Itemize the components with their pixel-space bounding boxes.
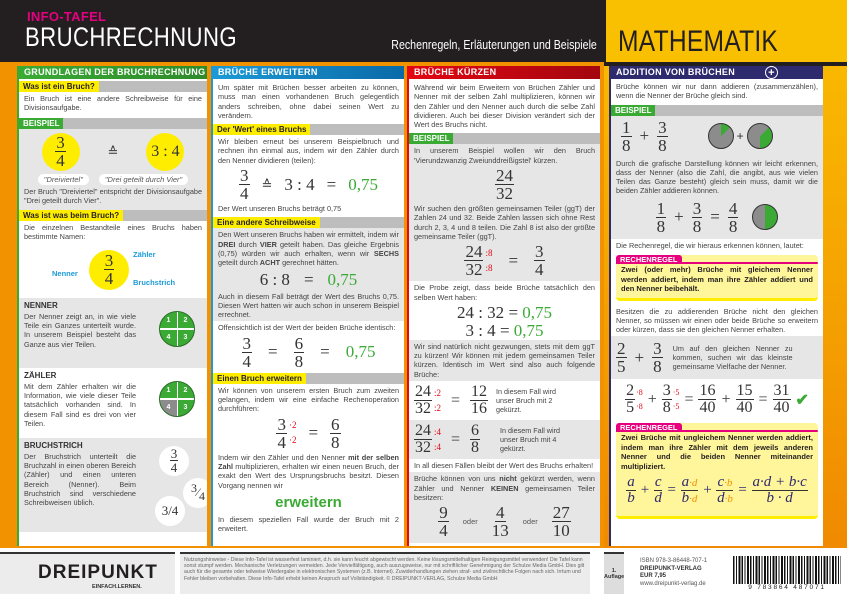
section-header: Was ist was beim Bruch? bbox=[19, 210, 207, 221]
rule-box-same-denominator: RECHENREGEL Zwei (oder mehr) Brüche mit gleichem Nenner werden addiert, indem man ihre Zähler addiert und den Nenner beibehält. bbox=[616, 255, 818, 301]
fraction-disc: $\frac{3}{4}$ bbox=[42, 133, 80, 171]
equation: $\frac{2}{5}$ ·8 ·8 + $\frac{3}{8}$ ·5 ·5 = $\frac{16}{40}$ + $\frac{15}{40}$ = $\frac{31}{40}$ ✔ bbox=[626, 382, 809, 417]
equation: $\frac{24}{32}$ :8 :8 = $\frac{3}{4}$ bbox=[465, 242, 544, 280]
paragraph: Die Rechenregel, die wir hieraus erkennen können, lautet: bbox=[616, 240, 804, 250]
equation: $\frac{3}{4}$ ≙ 3 : 4 = 0,75 bbox=[240, 166, 378, 204]
keyword-erweitern: erweitern bbox=[275, 493, 342, 511]
column-expanding bbox=[211, 66, 404, 546]
pie-quarters-icon: 1 2 4 3 bbox=[159, 311, 195, 347]
footer bbox=[0, 548, 847, 599]
paragraph: In all diesen Fällen bleibt der Wert des Bruchs erhalten! bbox=[414, 461, 594, 471]
pie-three-quarters-icon: 1 2 4 3 bbox=[159, 381, 195, 417]
bruchstrich-title: BRUCHSTRICH bbox=[24, 440, 83, 450]
paragraph: Besitzen die zu addierenden Brüche nicht den gleichen Nenner, so müssen wir einen oder beide Brüche so erweitern oder kürzen, dass sie den gleichen Nenner erhalten. bbox=[616, 306, 818, 335]
section-header: BEISPIEL bbox=[409, 133, 600, 144]
column-title: ADDITION VON BRÜCHEN + bbox=[611, 66, 823, 79]
notation-slash: 3/4 bbox=[155, 496, 185, 526]
anatomy-diagram: $\frac{3}{4}$ Zähler Nenner Bruchstrich bbox=[52, 249, 176, 289]
paragraph: Während wir beim Erweitern von Brüchen Zähler und Nenner mit der selben Zahl multiplizieren, können wir den Zähler und den Nenner auch durch die selbe Zahl dividieren. Auch bei dieser Division verändert sich der Wert des Bruchs nicht. bbox=[414, 83, 595, 130]
label-zaehler: Zähler bbox=[133, 249, 156, 259]
paragraph: Der Bruch "Dreiviertel" entspricht der Divisionsaufgabe "Drei geteilt durch Vier". bbox=[24, 186, 202, 205]
notation-horizontal: $\frac{3}{4}$ bbox=[159, 446, 189, 476]
section-header: BEISPIEL bbox=[611, 105, 823, 116]
bruchstrich-panel bbox=[19, 438, 207, 532]
reduce-by-4: $\frac{24}{32}$ :4 :4 = $\frac{6}{8}$ In diesem Fall wird unser Bruch mit 4 gekürzt. bbox=[409, 420, 600, 459]
column-title: BRÜCHE KÜRZEN bbox=[409, 66, 600, 79]
section-header: BEISPIEL bbox=[19, 118, 207, 129]
tagline: EINFACH.LERNEN. bbox=[92, 584, 142, 590]
pie-four-eighths-icon bbox=[752, 204, 778, 230]
nenner-title: NENNER bbox=[24, 300, 58, 310]
equation: 6 : 8 = 0,75 bbox=[259, 269, 358, 289]
paragraph: Der Nenner zeigt an, in wie viele Teile ein Ganzes unterteilt wurde. In unserem Beispiel besteht das Ganze aus vier Teilen. bbox=[24, 311, 136, 349]
logo-text: DREIPUNKT bbox=[38, 562, 158, 583]
column-addition bbox=[609, 66, 823, 546]
equation: $\frac{3}{4}$ = $\frac{6}{8}$ = 0,75 bbox=[242, 333, 376, 371]
notation-diagonal: 3 ⁄ 4 bbox=[183, 478, 207, 508]
column-basics bbox=[17, 66, 207, 546]
paragraph: Ein Bruch ist eine andere Schreibweise für eine Divisionsaufgabe. bbox=[24, 94, 202, 113]
header-bar bbox=[0, 0, 605, 62]
page-title: BRUCHRECHNUNG bbox=[25, 22, 237, 52]
equation: $\frac{3}{4}$ ·2 ·2 = $\frac{6}{8}$ bbox=[277, 414, 340, 452]
paragraph: Wir können von unserem ersten Bruch zum zweiten gelangen, indem wir eine einfache Rechenoperation durchführen: bbox=[218, 385, 399, 414]
section-header: Eine andere Schreibweise bbox=[213, 217, 404, 228]
paragraph: Die Probe zeigt, dass beide Brüche tatsächlich den selben Wert haben: bbox=[414, 283, 595, 302]
paragraph: In unserem Beispiel wollen wir den Bruch 'Vierundzwanzig Zweiunddreißigstel' kürzen. bbox=[414, 146, 595, 165]
paragraph: Durch die grafische Darstellung können wir leicht erkennen, dass der Nenner (also die Zahl, die angibt, aus wie vielen Teilen das Ganze besteht) gleich sein muss, damit wir die beiden Zähler addieren können. bbox=[616, 158, 818, 196]
quote-label: "Dreiviertel" bbox=[38, 174, 89, 185]
section-header: Einen Bruch erweitern bbox=[213, 373, 404, 384]
paragraph: Brüche können wir nur dann addieren (zusammenzählen), wenn die Nenner der Brüche gleich sind. bbox=[616, 82, 818, 101]
paragraph: Brüche können von uns nicht gekürzt werden, wenn Zähler und Nenner KEINEN gemeinsamen Teiler besitzen: bbox=[414, 474, 595, 502]
corresponds-symbol: ≙ bbox=[107, 143, 119, 159]
zaehler-panel bbox=[19, 368, 207, 438]
section-header: Was ist ein Bruch? bbox=[19, 81, 207, 92]
example-panel: $\frac{2}{5}$ + $\frac{3}{8}$ Um auf den gleichen Nenner zu kommen, suchen wir das kleinste gemeinsame Vielfache der Nenner. bbox=[611, 336, 823, 379]
plus-icon: + bbox=[765, 66, 778, 79]
paragraph: Der Wert unseren Bruchs beträgt 0,75 bbox=[218, 204, 342, 214]
quote-label: "Drei geteilt durch Vier" bbox=[99, 174, 188, 185]
irreducible-panel: Brüche können von uns nicht gekürzt werden, wenn Zähler und Nenner KEINEN gemeinsamen Teiler besitzen: $\frac{9}{4}$ oder $\frac{4}{13}$ oder $\frac{27}{10}$ bbox=[409, 472, 600, 543]
subject-banner bbox=[604, 0, 847, 62]
nenner-panel bbox=[19, 298, 207, 368]
paragraph: Indem wir den Zähler und den Nenner mit der selben Zahl multiplizieren, erhalten wir einen neuen Bruch, der exakt den Wert des Ursprungsbruchs besitzt. Diesen Vorgang nennen wir bbox=[218, 452, 399, 490]
panel bbox=[213, 228, 404, 321]
example-panel bbox=[19, 129, 207, 211]
rule-box-different-denominator: RECHENREGEL Zwei Brüche mit ungleichem Nenner werden addiert, indem man ihre Zähler mit dem jeweils anderen Nenner und die beiden Nenner miteinander multipliziert. $\frac{a}{b}$ + $\frac{c}{d}$ = $\frac{a\cdot d}{b\cdot d}$ + $\frac{c\cdot b}{d\cdot b}$ = $\frac{a\cdot d + b\cdot c}{b \cdot d}$ bbox=[616, 423, 818, 519]
division-disc: 3 : 4 bbox=[146, 133, 184, 171]
zaehler-title: ZÄHLER bbox=[24, 370, 57, 380]
section-header: Der 'Wert' eines Bruchs bbox=[213, 124, 404, 135]
column-title: BRÜCHE ERWEITERN bbox=[213, 66, 404, 79]
barcode-number: 9 783864 487071 bbox=[733, 584, 841, 591]
probe-equations: 24 : 32 = 0,75 3 : 4 = 0,75 bbox=[456, 302, 553, 340]
paragraph: In diesem speziellen Fall wurde der Bruch mit 2 erweitert. bbox=[218, 514, 399, 534]
example-panel: $\frac{1}{8}$ + $\frac{3}{8}$ + Durch die grafische Darstellung können wir leicht erkennen, dass der Nenner (also die Zahl, die angibt, aus wie vielen Teilen das Ganze besteht) gleich sein muss, damit wir die beiden Zähler addieren können. $\frac{1}{8}$ + $\frac{3}{8}$ = $\frac{4}{8}$ bbox=[611, 116, 823, 239]
barcode bbox=[733, 556, 841, 584]
paragraph: Wir suchen den größten gemeinsamen Teiler (ggT) der Zahlen 24 und 32. Beide Zahlen lassen sich ohne Rest durch 2, 3, 4 und 8 teilen. Die Zahl 8 ist also der größte gemeinsame Teiler (ggT). bbox=[414, 204, 595, 241]
paragraph: Um später mit Brüchen besser arbeiten zu können, muss man einen vorhandenen Bruch gelegentlich anders schreiben, ohne dabei seinen Wert zu verändern. bbox=[218, 83, 399, 120]
pie-three-eighths-icon bbox=[747, 123, 773, 149]
checkmark-icon: ✔ bbox=[795, 391, 809, 409]
paragraph: Mit dem Zähler erhalten wir die Information, wie viele dieser Teile tatsächlich vorhanden sind. In diesem Fall sind es drei von vier Teilen. bbox=[24, 381, 136, 428]
column-title: GRUNDLAGEN DER BRUCHRECHNUNG bbox=[19, 66, 207, 79]
publisher-info: ISBN 978-3-86448-707-1 DREIPUNKT-VERLAG EUR 7,95 www.dreipunkt-verlag.de bbox=[640, 558, 708, 587]
paragraph: Der Bruchstrich unterteilt die Bruchzahl in einen oberen Bereich (Zähler) und einen unteren Bereich (Nenner). Beim Bruchstrich sind verschiedene Schreibweisen üblich. bbox=[24, 451, 136, 508]
column-reducing bbox=[407, 66, 600, 546]
paragraph: Wir bleiben erneut bei unserem Beispielbruch und rechnen ihn einmal aus, indem wir den Zähler durch den Nenner dividieren (teilen): bbox=[218, 137, 399, 165]
reduce-by-2: $\frac{24}{32}$ :2 :2 = $\frac{12}{16}$ In diesem Fall wird unser Bruch mit 2 gekürzt. bbox=[415, 383, 556, 418]
paragraph: Die einzelnen Bestandteile eines Bruchs haben bestimmte Namen: bbox=[24, 223, 202, 242]
paragraph: Auch in diesem Fall beträgt der Wert des Bruchs 0,75. Diesen Wert hatten wir auch schon in unserem Beispiel errechnet. bbox=[218, 291, 399, 320]
subject-label: MATHEMATIK bbox=[618, 25, 779, 58]
example-panel: In unserem Beispiel wollen wir den Bruch 'Vierundzwanzig Zweiunddreißigstel' kürzen. $\frac{24}{32}$ Wir suchen den größten gemeinsamen Teiler (ggT) der Zahlen 24 und 32. Beide Zahlen lassen sich ohne Rest durch 2, 3, 4 und 8 teilen. Die Zahl 8 ist also der größte gemeinsame Teiler (ggT). $\frac{24}{32}$ :8 :8 = $\frac{3}{4}$ bbox=[409, 144, 600, 281]
legal-notice: Nutzungshinweise - Diese Info-Tafel ist wasserfest laminiert, d.h. sie kann feucht abgewischt werden. Keine lösungsmittelhaltigen Reinigungsmittel verwenden! Die Tafel kann sonst stumpf werden. Mechanische Verletzungen vermeiden. Jede Vervielfältigung, auch auszugsweise, nur mit schriftlicher Genehmigung der Schulze Media GmbH. Dies gilt auch für die gesamte oder teilweise Wiedergabe in elektronischen Systemen (z.B. Internet). Zuwiderhandlungen ziehen straf- und zivilrechtliche Folgen nach sich. Irrtum und Fehler bleiben vorbehalten. Diese Info-Tafel erhebt keinen Anspruch auf Vollständigkeit. © DREIPUNKT-VERLAG, Schulze Media GmbH bbox=[180, 552, 590, 594]
paragraph: Wir sind natürlich nicht gezwungen, stets mit dem ggT zu kürzen! Wir können mit jedem gemeinsamen Teiler kürzen. Identisch im Wert sind also auch folgende Brüche: bbox=[409, 340, 600, 381]
publisher-logo bbox=[0, 552, 175, 594]
edition-badge: 1. Auflage bbox=[604, 552, 624, 594]
general-formula: $\frac{a}{b}$ + $\frac{c}{d}$ = $\frac{a\cdot d}{b\cdot d}$ + $\frac{c\cdot b}{d\cdot b}$ = $\frac{a\cdot d + b\cdot c}{b \cdot d}$ bbox=[627, 474, 807, 507]
paragraph: Den Wert unseren Bruchs haben wir ermittelt, indem wir DREI durch VIER geteilt haben. Das gleiche Ergebnis (0,75) würden wir auch erhalten, wenn wir SECHS geteilt durch ACHT gerechnet hätten. bbox=[218, 230, 399, 268]
label-bruchstrich: Bruchstrich bbox=[133, 277, 176, 287]
kicker: INFO-TAFEL bbox=[27, 9, 107, 24]
paragraph: Offensichtlich ist der Wert der beiden Brüche identisch: bbox=[218, 323, 396, 333]
label-nenner: Nenner bbox=[52, 268, 78, 278]
page-subtitle: Rechenregeln, Erläuterungen und Beispiele bbox=[391, 38, 597, 52]
pie-one-eighth-icon bbox=[708, 123, 734, 149]
